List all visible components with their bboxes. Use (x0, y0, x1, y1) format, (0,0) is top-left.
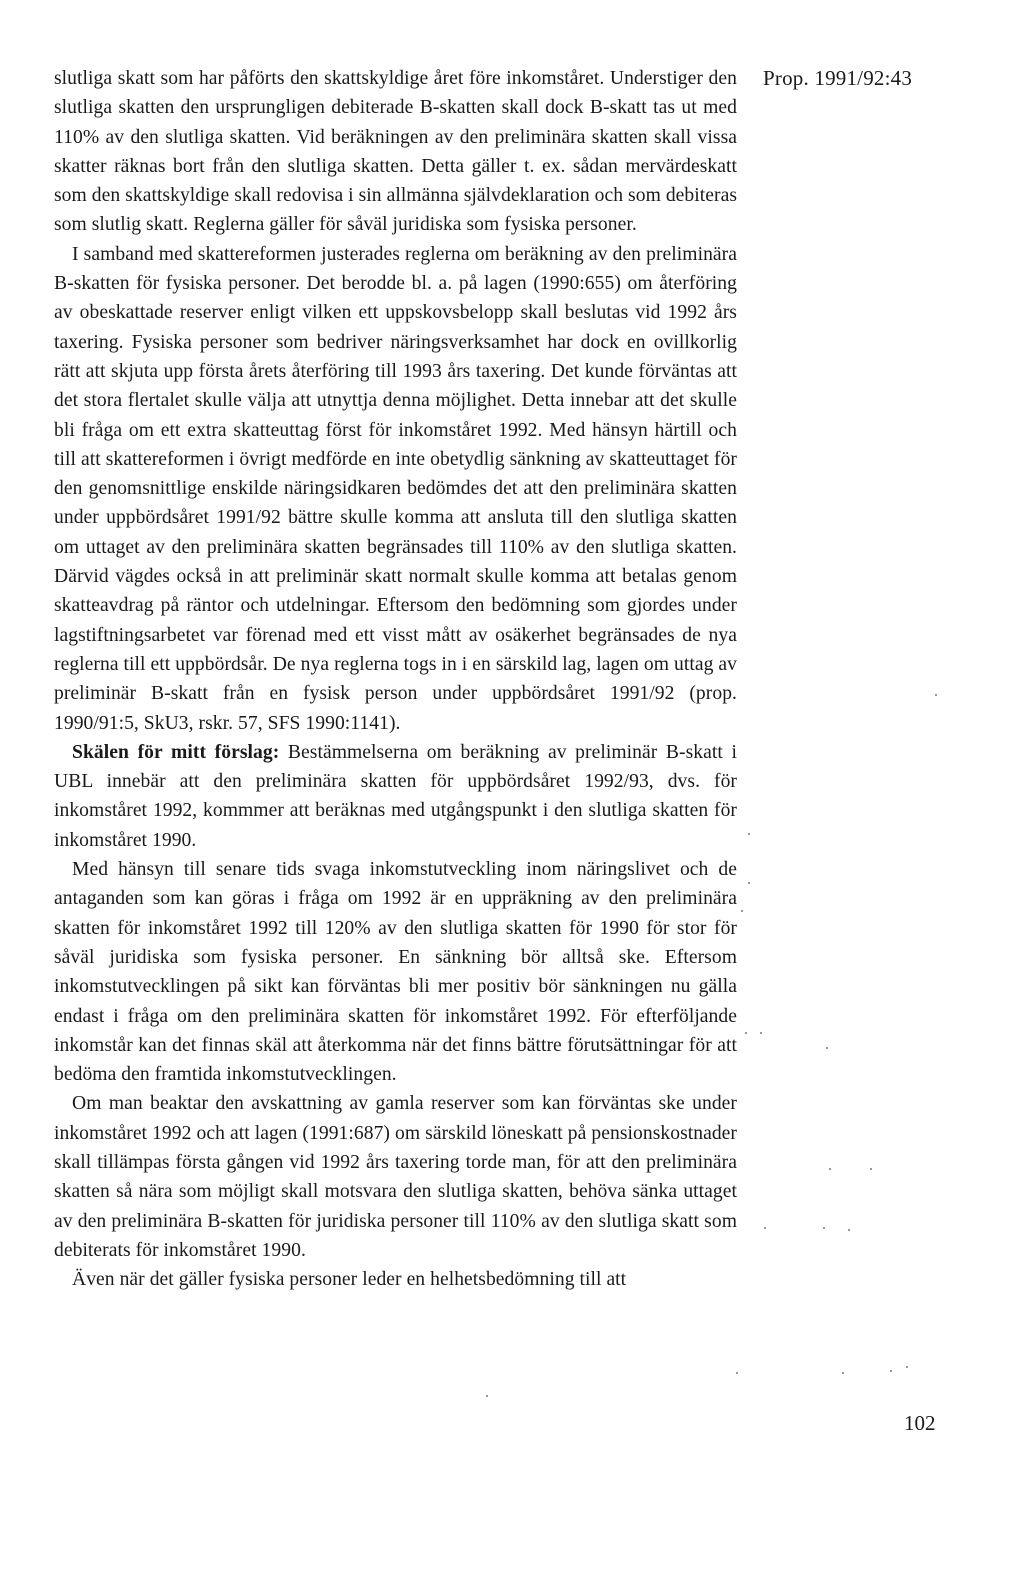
paragraph-continuation: slutliga skatt som har påförts den skattskyldige året före inkomståret. Understiger den slutliga skatten den ursprungligen debiterade B-skatten skall dock B-skatt tas ut med 110% av den slutliga skatten. Vid beräkningen av den preliminära skatten skall vissa skatter räknas bort från den slutliga skatten. Detta gäller t. ex. sådan mervärdeskatt som den skattskyldige skall redovisa i sin allmänna självdeklaration och som debiteras som slutlig skatt. Reglerna gäller för såväl juridiska som fysiska personer. (54, 68, 737, 236)
paragraph-background: I samband med skattereformen justerades reglerna om beräkning av den preliminära B-skatten för fysiska personer. Det berodde bl. a. på lagen (1990:655) om återföring av obeskattade reserver enligt vilken ett uppskovsbelopp skall beslutas vid 1992 års taxering. Fysiska personer som bedriver näringsverksamhet har dock en ovillkorlig rätt att skjuta upp första årets återföring till 1993 års taxering. Det kunde förväntas att det stora flertalet skulle välja att utnyttja denna möjlighet. Detta innebar att det skulle bli fråga om ett extra skatteuttag först för inkomståret 1992. Med hänsyn härtill och till att skattereformen i övrigt medförde en inte obetydlig sänkning av skatteuttaget för den genomsnittlige enskilde näringsidkaren bedömdes det att den preliminära skatten under uppbördsåret 1991/92 bättre skulle komma att ansluta till den slutliga skatten om uttaget av den preliminära skatten begränsades till 110% av den slutliga skatten. Därvid vägdes också in att preliminär skatt normalt skulle komma att betalas genom skatteavdrag på räntor och utdelningar. Eftersom den bedömning som gjordes under lagstiftningsarbetet var förenad med ett visst mått av osäkerhet begränsades de nya reglerna till ett uppbördsår. De nya reglerna togs in i en särskild lag, lagen om uttag av preliminär B-skatt från en fysisk person under uppbördsåret 1991/92 (prop. 1990/91:5, SkU3, rskr. 57, SFS 1990:1141). (54, 243, 737, 734)
body-text (54, 64, 737, 1294)
reasons-heading: Skälen för mitt förslag: (72, 741, 280, 763)
paragraph-income-development: Med hänsyn till senare tids svaga inkomstutveckling inom näringslivet och de antaganden som kan göras i fråga om 1992 är en uppräkning av den preliminära skatten för inkomståret 1992 till 120% av den slutliga skatten för 1990 för stor för såväl juridiska som fysiska personer. En sänkning bör alltså ske. Eftersom inkomstutvecklingen på sikt kan förväntas bli mer positiv bör sänkningen nu gälla endast i fråga om den preliminära skatten för inkomståret 1992. För efterföljande inkomstår kan det finnas skäl att återkomma när det finns bättre förutsättningar för att bedöma den framtida inkomstutvecklingen. (54, 859, 737, 1086)
paragraph-natural-persons: Även när det gäller fysiska personer leder en helhetsbedömning till att (72, 1269, 627, 1291)
page-number: 102 (904, 1411, 936, 1435)
proposition-reference: Prop. 1991/92:43 (763, 66, 913, 90)
paragraph-legal-entities: Om man beaktar den avskattning av gamla reserver som kan förväntas ske under inkomståret 1992 och att lagen (1991:687) om särskild löneskatt på pensionskostnader skall tillämpas första gången vid 1992 års taxering torde man, för att den preliminära skatten så nära som möjligt skall motsvara den slutliga skatten, behöva sänka uttaget av den preliminära B-skatten för juridiska personer till 110% av den slutliga skatt som debiterats för inkomståret 1990. (54, 1093, 737, 1261)
reasons-text: Bestämmelserna om beräkning av preliminär B-skatt i UBL innebär att den preliminära skatten för uppbördsåret 1992/93, dvs. för inkomståret 1992, kommmer att beräknas med utgångspunkt i den slutliga skatten för inkomståret 1990. (54, 741, 738, 851)
paragraph-reasons (54, 738, 737, 855)
